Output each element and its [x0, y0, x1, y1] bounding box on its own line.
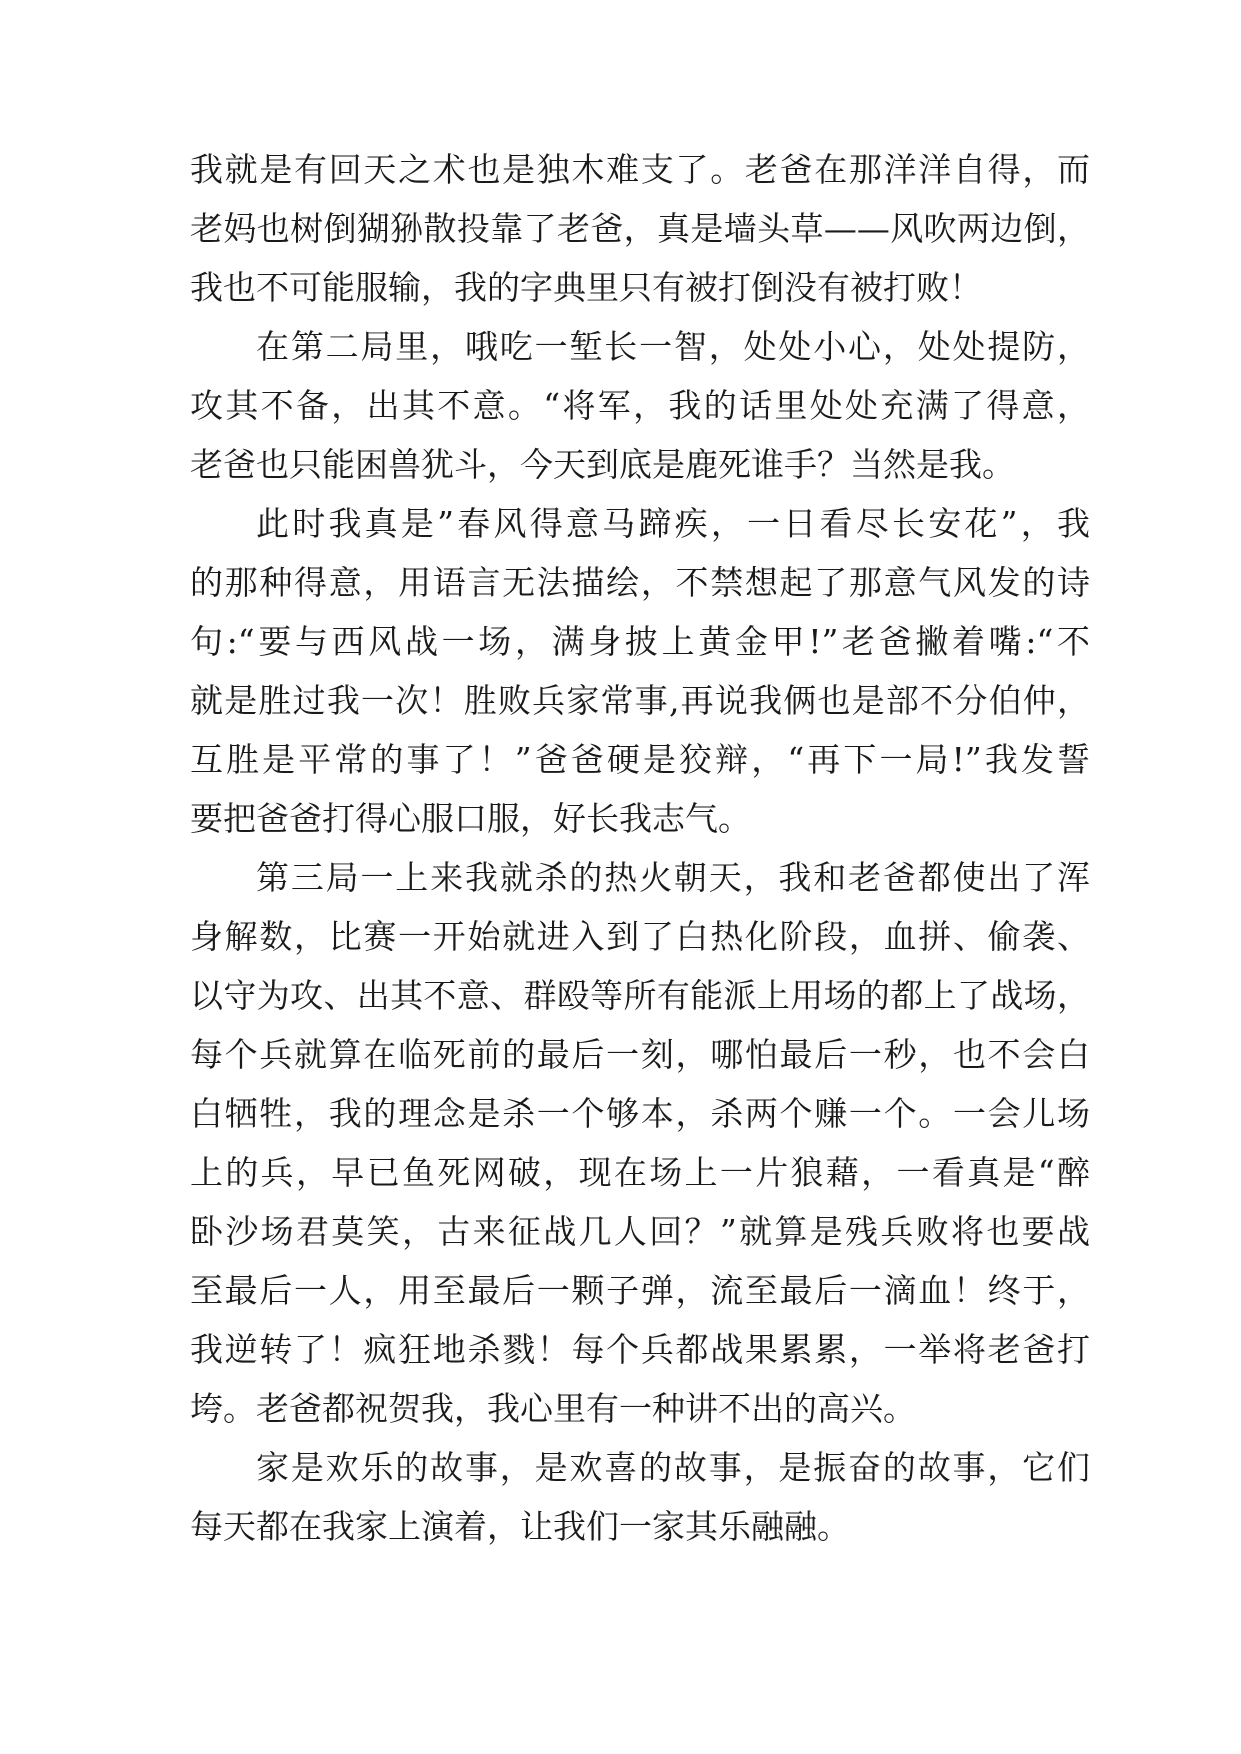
text-line: 要把爸爸打得心服口服，好长我志气。 [190, 799, 751, 838]
text-line: 上的兵，早已鱼死网破，现在场上一片狼藉，一看真是“醉 [190, 1153, 1090, 1192]
text-line: 的那种得意，用语言无法描绘，不禁想起了那意气风发的诗 [190, 563, 1090, 602]
text-line: 第三局一上来我就杀的热火朝天，我和老爸都使出了浑 [256, 858, 1090, 897]
text-line: 白牺牲，我的理念是杀一个够本，杀两个赚一个。一会儿场 [190, 1094, 1090, 1133]
text-line: 至最后一人，用至最后一颗子弹，流至最后一滴血！终于， [190, 1271, 1090, 1310]
text-line: 老爸也只能困兽犹斗，今天到底是鹿死谁手？当然是我。 [190, 445, 1015, 484]
paragraph-2 [190, 317, 1090, 494]
text-line: 以守为攻、出其不意、群殴等所有能派上用场的都上了战场， [190, 976, 1090, 1015]
text-line: 攻其不备，出其不意。“将军，我的话里处处充满了得意， [190, 386, 1090, 425]
text-line: 每个兵就算在临死前的最后一刻，哪怕最后一秒，也不会白 [190, 1035, 1090, 1074]
paragraph-1 [190, 140, 1090, 317]
text-line: 卧沙场君莫笑，古来征战几人回？”就算是残兵败将也要战 [190, 1212, 1090, 1251]
text-line: 此时我真是”春风得意马蹄疾，一日看尽长安花”，我 [256, 504, 1090, 543]
text-line: 我也不可能服输，我的字典里只有被打倒没有被打败！ [190, 268, 982, 307]
text-line: 在第二局里，哦吃一堑长一智，处处小心，处处提防， [256, 327, 1090, 366]
text-line: 互胜是平常的事了！”爸爸硬是狡辩，“再下一局!”我发誓 [190, 740, 1090, 779]
paragraph-5 [190, 1438, 1090, 1556]
text-line: 身解数，比赛一开始就进入到了白热化阶段，血拼、偷袭、 [190, 917, 1090, 956]
text-line: 垮。老爸都祝贺我，我心里有一种讲不出的高兴。 [190, 1389, 916, 1428]
paragraph-4 [190, 848, 1090, 1438]
text-line: 我就是有回天之术也是独木难支了。老爸在那洋洋自得，而 [190, 150, 1090, 189]
text-line: 句:“要与西风战一场，满身披上黄金甲!”老爸撇着嘴:“不 [190, 622, 1090, 661]
text-line: 老妈也树倒猢狲散投靠了老爸，真是墙头草——风吹两边倒， [190, 209, 1090, 248]
text-line: 我逆转了！疯狂地杀戮！每个兵都战果累累，一举将老爸打 [190, 1330, 1090, 1369]
document-body [190, 140, 1090, 1556]
text-line: 家是欢乐的故事，是欢喜的故事，是振奋的故事，它们 [256, 1448, 1090, 1487]
paragraph-3 [190, 494, 1090, 848]
text-line: 每天都在我家上演着，让我们一家其乐融融。 [190, 1507, 850, 1546]
text-line: 就是胜过我一次！胜败兵家常事,再说我俩也是部不分伯仲， [190, 681, 1090, 720]
